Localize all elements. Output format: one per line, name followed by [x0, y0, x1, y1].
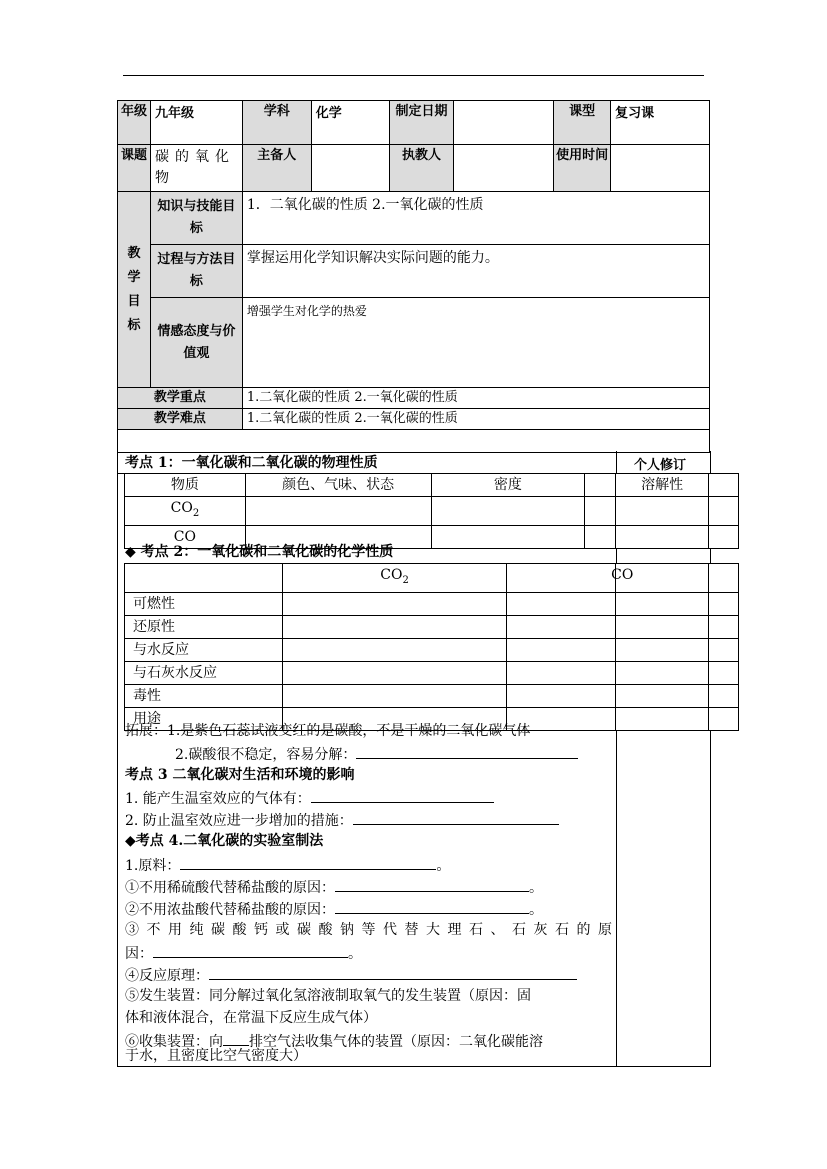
emotion-goal-label: 情感态度与价值观 — [150, 298, 242, 388]
section1-title: 考点 1：一氧化碳和二氧化碳的物理性质 — [125, 455, 378, 471]
q6-line1: ⑥收集装置：向 排空气法收集气体的装置（原因：二氧化碳能溶 — [125, 1029, 543, 1053]
q3-line1: ③不用纯碳酸钙或碳酸钠等代替大理石、石灰石的原 — [125, 922, 612, 938]
row-combustibility: 可燃性 — [125, 592, 283, 615]
q5-line2: 体和液体混合，在常温下反应生成气体） — [125, 1010, 377, 1026]
emotion-goal-value: 增强学生对化学的热爱 — [242, 298, 709, 388]
chemical-properties-table — [124, 563, 739, 731]
goals-group-label: 教学目标 — [118, 192, 151, 388]
q6-line2: 于水，且密度比空气密度大） — [125, 1048, 307, 1064]
section2-title: ◆ 考点 2：一氧化碳和二氧化碳的化学性质 — [125, 544, 394, 560]
q5-line1: ⑤发生装置：同分解过氧化氢溶液制取氧气的发生装置（原因：固 — [125, 988, 531, 1004]
col-solubility: 溶解性 — [616, 474, 709, 497]
key-point-label: 教学重点 — [118, 388, 243, 409]
col-substance: 物质 — [125, 474, 246, 497]
q1-blank[interactable] — [335, 875, 529, 892]
row-reducibility: 还原性 — [125, 615, 283, 638]
date-label: 制定日期 — [389, 101, 454, 145]
grade-value: 九年级 — [150, 101, 242, 145]
row-limewater-reaction: 与石灰水反应 — [125, 661, 283, 684]
grade-label: 年级 — [118, 101, 151, 145]
raw-materials-line: 1.原料： 。 — [125, 853, 450, 877]
q3-line2: 因： 。 — [125, 941, 362, 965]
q3-blank[interactable] — [153, 941, 348, 958]
blank-col — [585, 474, 616, 497]
col-color-odor-state: 颜色、气味、状态 — [245, 474, 431, 497]
row-water-reaction: 与水反应 — [125, 638, 283, 661]
date-value — [454, 101, 554, 145]
greenhouse-gas-blank[interactable] — [311, 786, 494, 803]
collection-method-blank[interactable] — [223, 1029, 249, 1046]
knowledge-goal-label: 知识与技能目标 — [150, 192, 242, 245]
row-co-label: CO — [125, 525, 246, 548]
physical-properties-table — [124, 473, 739, 549]
section3-item2: 2. 防止温室效应进一步增加的措施： — [125, 808, 559, 832]
extension-blank[interactable] — [356, 742, 578, 759]
extension-line2: 2.碳酸很不稳定，容易分解： — [175, 742, 578, 766]
teacher-label: 执教人 — [389, 145, 454, 192]
spacer-row — [118, 430, 710, 453]
preparer-value — [311, 145, 389, 192]
process-goal-value: 掌握运用化学知识解决实际问题的能力。 — [242, 245, 709, 298]
process-goal-label: 过程与方法目标 — [150, 245, 242, 298]
difficulty-value: 1.二氧化碳的性质 2.一氧化碳的性质 — [242, 409, 709, 430]
type-value: 复习课 — [611, 101, 710, 145]
topic-label: 课题 — [118, 145, 151, 192]
section4-title: ◆考点 4.二氧化碳的实验室制法 — [125, 833, 324, 849]
subject-label: 学科 — [242, 101, 311, 145]
topic-value: 碳的氧化物 — [150, 145, 242, 192]
time-value — [611, 145, 710, 192]
preparer-label: 主备人 — [242, 145, 311, 192]
q2-line: ②不用浓盐酸代替稀盐酸的原因： 。 — [125, 897, 543, 921]
col-co: CO — [611, 567, 634, 583]
teacher-value — [454, 145, 554, 192]
section3-item1: 1. 能产生温室效应的气体有： — [125, 786, 494, 810]
subject-value: 化学 — [311, 101, 389, 145]
difficulty-label: 教学难点 — [118, 409, 243, 430]
revision-label: 个人修订 — [634, 458, 687, 473]
row-toxicity: 毒性 — [125, 684, 283, 707]
extension-line1: 拓展：1.是紫色石蕊试液变红的是碳酸，不是干燥的二氧化碳气体 — [125, 723, 531, 739]
time-label: 使用时间 — [554, 145, 611, 192]
section3-title: 考点 3 二氧化碳对生活和环境的影响 — [125, 767, 355, 783]
row-co2-label: $CO_2$ — [125, 497, 246, 526]
row-uses: 用途 — [125, 707, 283, 730]
lesson-info-table — [117, 100, 710, 453]
raw-materials-blank[interactable] — [180, 853, 436, 870]
blank-col — [709, 474, 739, 497]
type-label: 课型 — [554, 101, 611, 145]
col-density: 密度 — [431, 474, 585, 497]
q2-blank[interactable] — [335, 897, 529, 914]
header-rule — [123, 75, 704, 76]
key-point-value: 1.二氧化碳的性质 2.一氧化碳的性质 — [242, 388, 709, 409]
measures-blank[interactable] — [353, 808, 559, 825]
col-co2: $CO_2$ — [282, 564, 507, 593]
reaction-principle-blank[interactable] — [209, 963, 577, 980]
q4-line: ④反应原理： — [125, 963, 577, 987]
q1-line: ①不用稀硫酸代替稀盐酸的原因： 。 — [125, 875, 543, 899]
knowledge-goal-value: 1．二氧化碳的性质 2.一氧化碳的性质 — [242, 192, 709, 245]
